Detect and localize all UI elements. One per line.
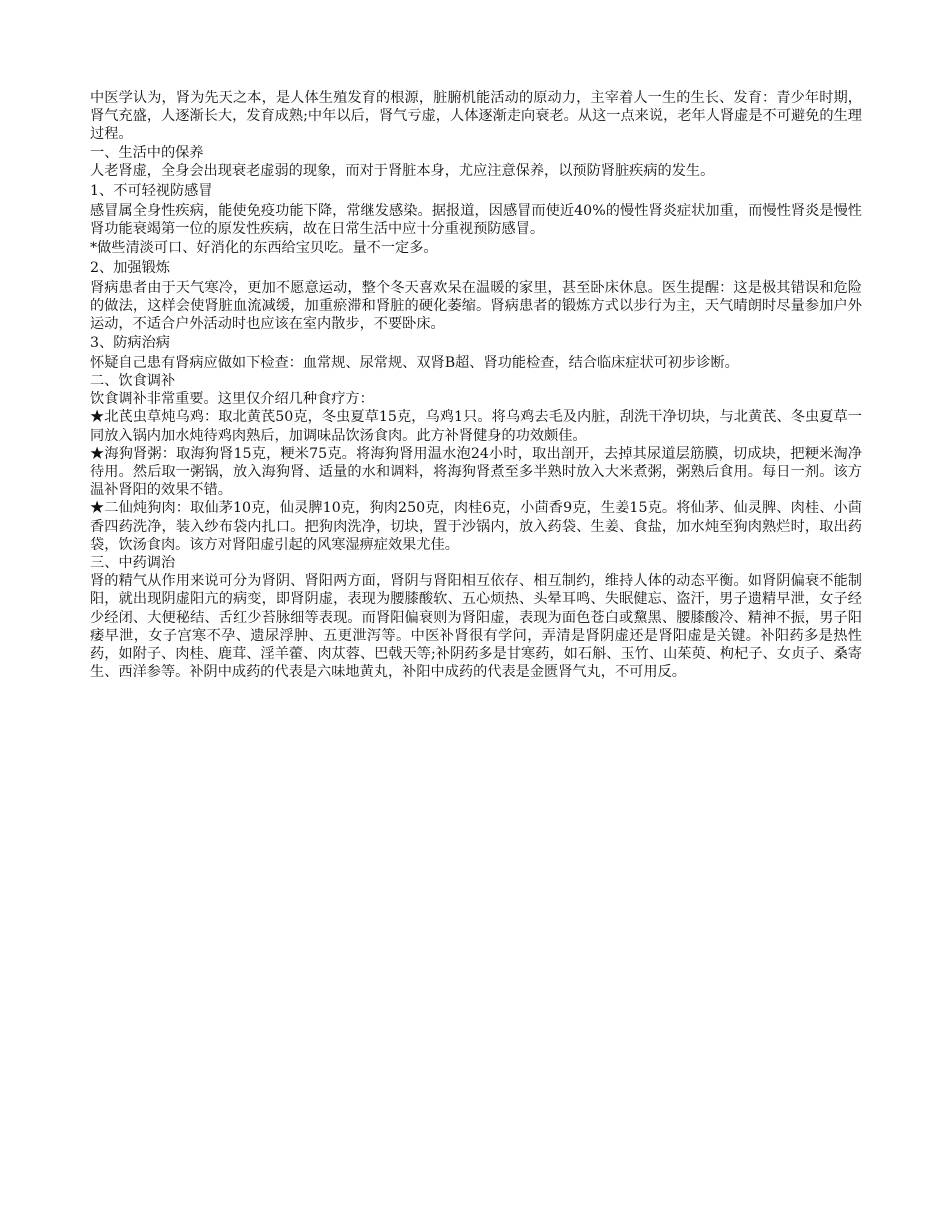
- item-cold-prevention-note: *做些清淡可口、好消化的东西给宝贝吃。量不一定多。: [90, 239, 438, 256]
- section-heading-lifestyle: 一、生活中的保养: [90, 144, 204, 161]
- item-heading-cold-prevention: 1、不可轻视防感冒: [90, 183, 213, 200]
- recipe-black-chicken: ★北芪虫草炖乌鸡：取北黄芪50克，冬虫夏草15克，乌鸡1只。将乌鸡去毛及内脏，刮洗干净切块，与北黄芪、冬虫夏草一同放入锅内加水炖待鸡肉熟后，加调味品饮汤食肉。此方补肾健身的功效颇佳。: [90, 409, 862, 444]
- item-cold-prevention-text: 感冒属全身性疾病，能使免疫功能下降，常继发感染。据报道，因感冒而使近40%的慢性肾炎症状加重，而慢性肾炎是慢性肾功能衰竭第一位的原发性疾病，故在日常生活中应十分重视预防感冒。: [90, 203, 862, 238]
- item-heading-disease-treatment: 3、防病治病: [90, 334, 170, 351]
- item-heading-exercise: 2、加强锻炼: [90, 259, 170, 276]
- article-body: [90, 89, 862, 682]
- item-exercise-text: 肾病患者由于天气寒冷，更加不愿意运动，整个冬天喜欢呆在温暖的家里，甚至卧床休息。医生提醒：这是极其错误和危险的做法，这样会使肾脏血流减缓，加重瘀滞和肾脏的硬化萎缩。肾病患者的锻炼方式以步行为主，天气晴朗时尽量参加户外运动，不适合户外活动时也应该在室内散步，不要卧床。: [90, 280, 862, 333]
- recipe-seal-kidney-porridge: ★海狗肾粥：取海狗肾15克，粳米75克。将海狗肾用温水泡24小时，取出剖开，去掉其尿道层筋膜，切成块，把粳米淘净待用。然后取一粥锅，放入海狗肾、适量的水和调料，将海狗肾煮至多半熟时放入大米煮粥，粥熟后食用。每日一剂。该方温补肾阳的效果不错。: [90, 445, 862, 499]
- section-diet-intro: 饮食调补非常重要。这里仅介绍几种食疗方：: [90, 391, 374, 408]
- section-heading-diet: 二、饮食调补: [90, 373, 176, 390]
- recipe-erxian-dog-meat: ★二仙炖狗肉：取仙茅10克，仙灵脾10克，狗肉250克，肉桂6克，小茴香9克，生姜15克。将仙茅、仙灵脾、肉桂、小茴香四药洗净，装入纱布袋内扎口。把狗肉洗净，切块，置于沙锅内，放入药袋、生姜、食盐，加水炖至狗肉熟烂时，取出药袋，饮汤食肉。该方对肾阳虚引起的风寒湿痹症效果尤佳。: [90, 500, 862, 553]
- section-heading-herbal: 三、中药调治: [90, 555, 176, 572]
- intro-paragraph: 中医学认为，肾为先天之本，是人体生殖发育的根源，脏腑机能活动的原动力，主宰着人一生的生长、发育：青少年时期，肾气充盛，人逐渐长大，发育成熟;中年以后，肾气亏虚，人体逐渐走向衰老。从这一点来说，老年人肾虚是不可避免的生理过程。: [90, 90, 862, 143]
- section-lifestyle-intro: 人老肾虚，全身会出现衰老虚弱的现象，而对于肾脏本身，尤应注意保养，以预防肾脏疾病的发生。: [90, 162, 715, 179]
- item-disease-treatment-text: 怀疑自己患有肾病应做如下检查：血常规、尿常规、双肾B超、肾功能检查，结合临床症状可初步诊断。: [90, 354, 739, 371]
- section-herbal-text: 肾的精气从作用来说可分为肾阴、肾阳两方面，肾阴与肾阳相互依存、相互制约，维持人体的动态平衡。如肾阴偏衰不能制阳，就出现阴虚阳亢的病变，即肾阴虚，表现为腰膝酸软、五心烦热、头晕耳鸣、失眠健忘、盗汗，男子遗精早泄，女子经少经闭、大便秘结、舌红少苔脉细等表现。而肾阳偏衰则为肾阳虚，表现为面色苍白或黧黑、腰膝酸冷、精神不振，男子阳痿早泄，女子宫寒不孕、遗尿浮肿、五更泄泻等。中医补肾很有学问，弄清是肾阴虚还是肾阳虚是关键。补阳药多是热性药，如附子、肉桂、鹿茸、淫羊藿、肉苁蓉、巴戟天等;补阴药多是甘寒药，如石斛、玉竹、山茱萸、枸杞子、女贞子、桑寄生、西洋参等。补阴中成药的代表是六味地黄丸，补阳中成药的代表是金匮肾气丸，不可用反。: [90, 573, 862, 681]
